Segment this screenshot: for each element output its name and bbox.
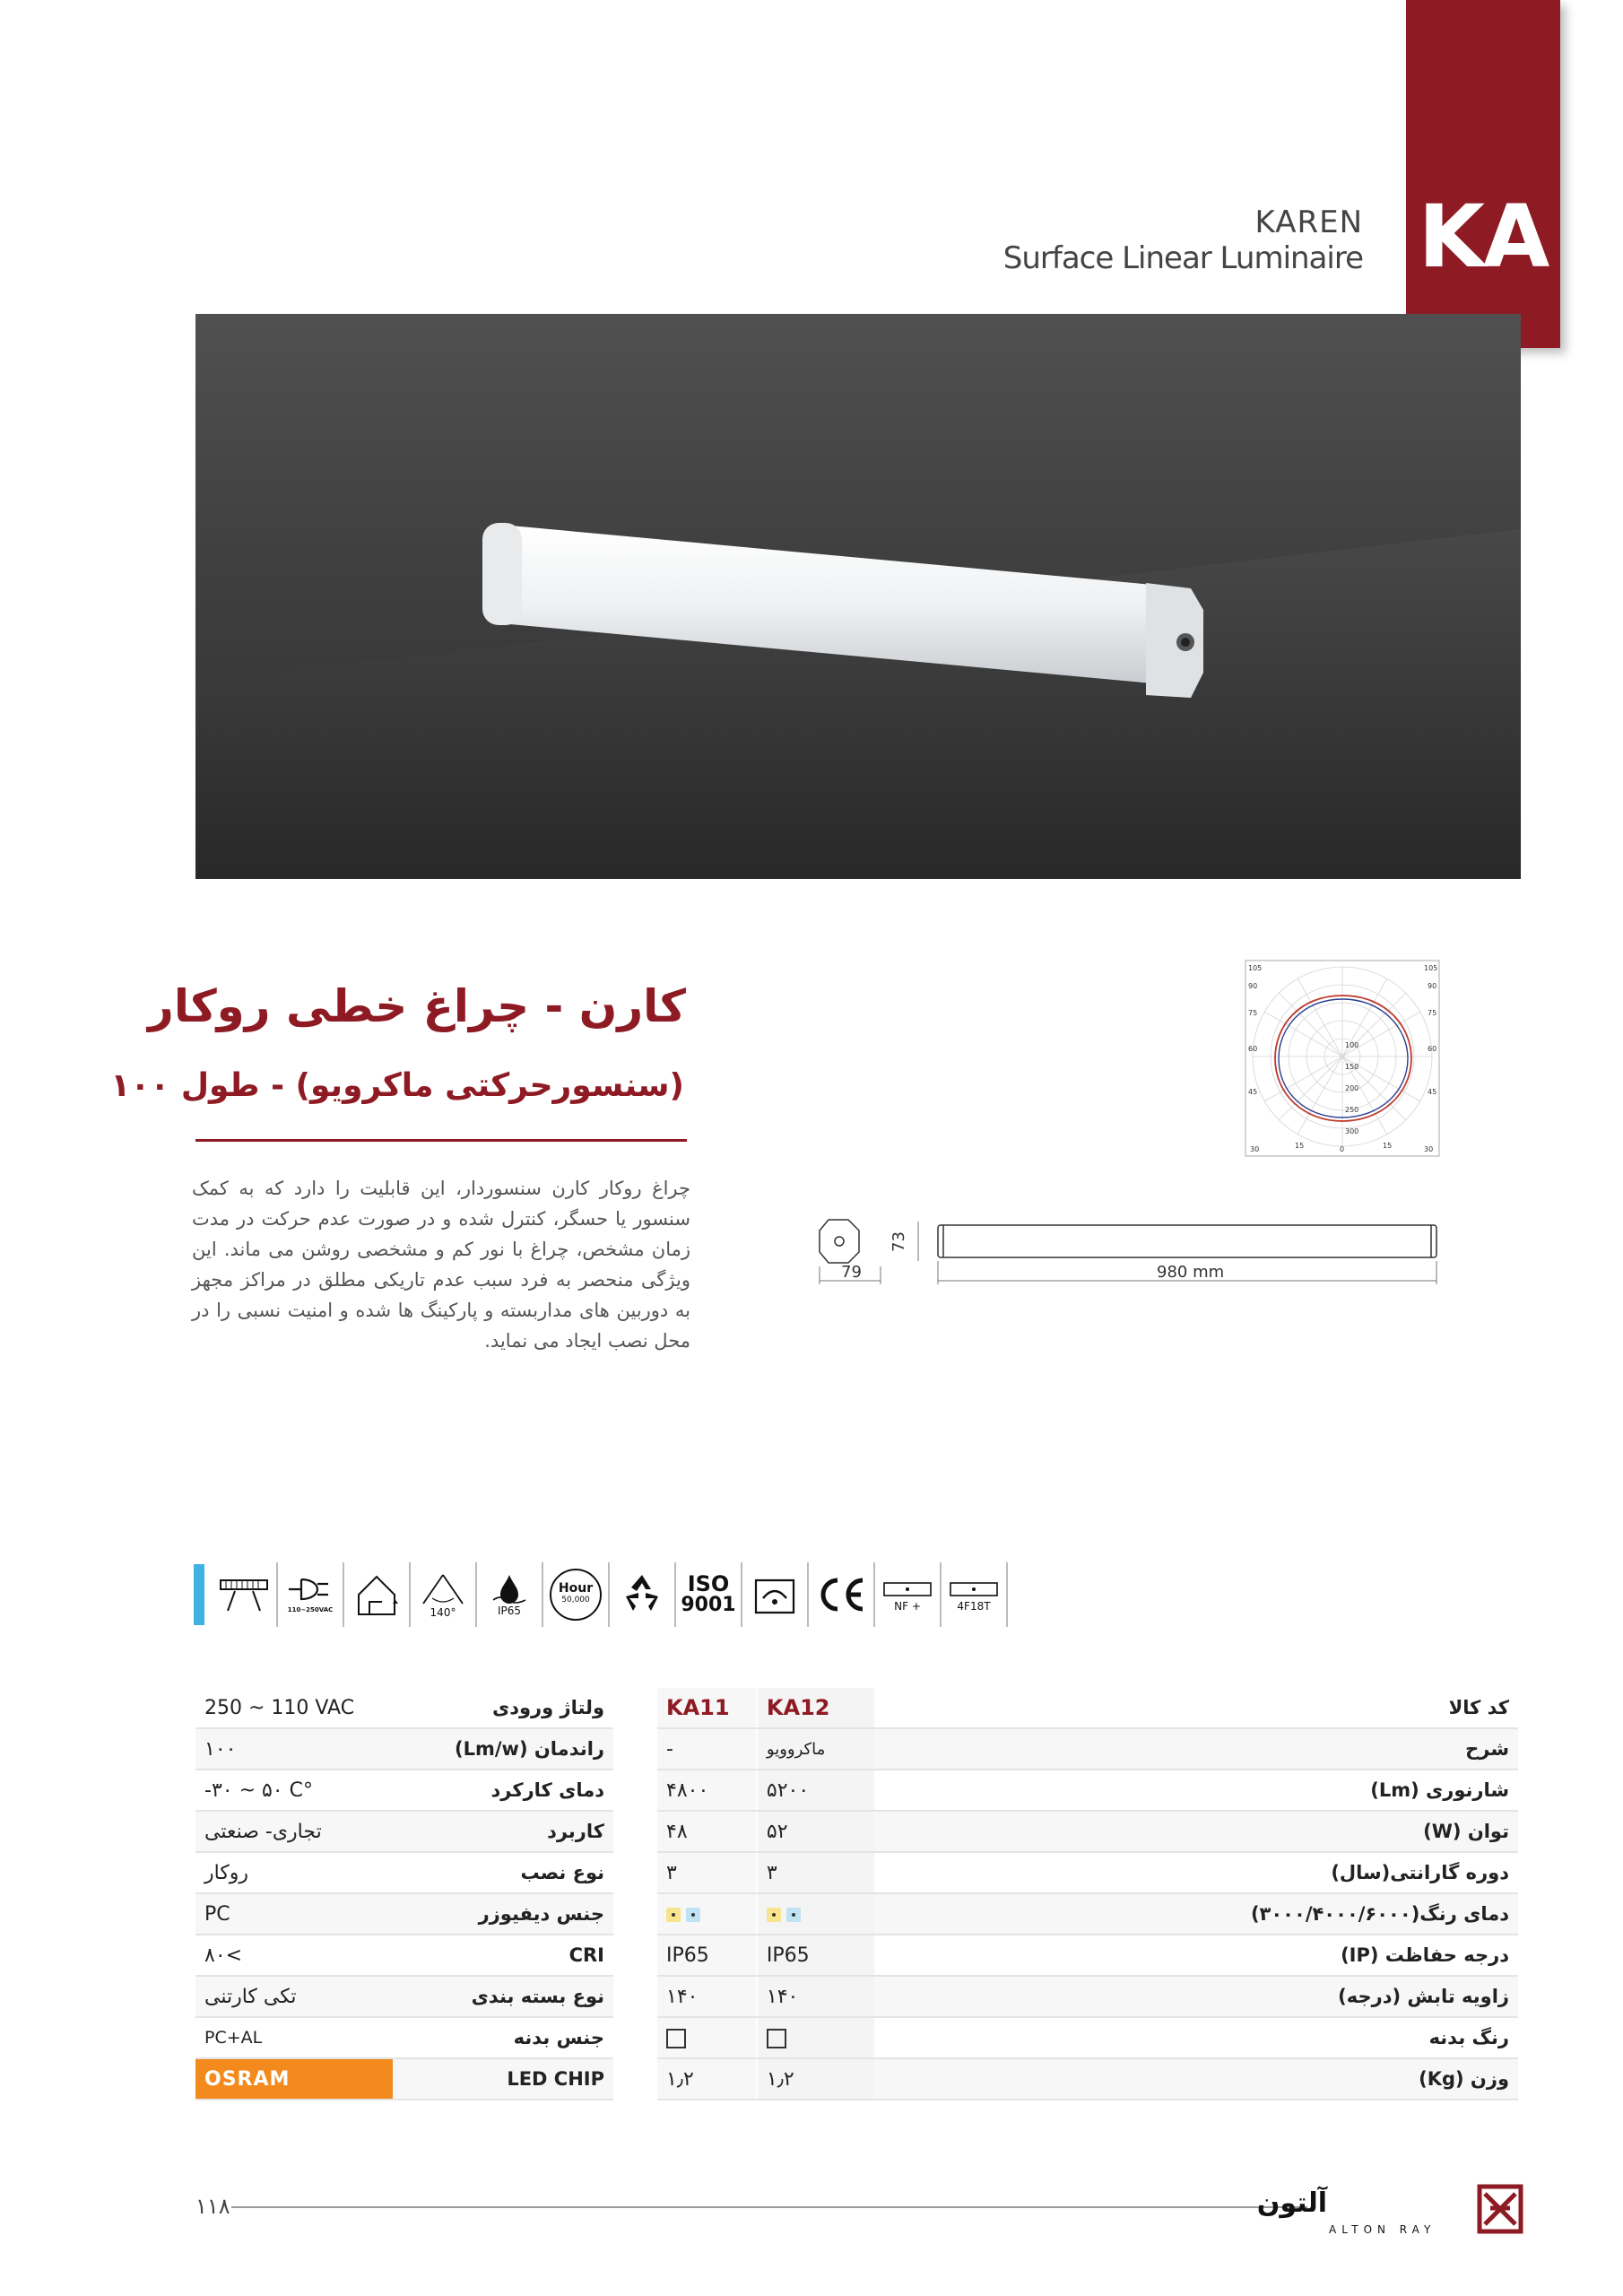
polar-angle-label: 90 bbox=[1248, 982, 1258, 990]
general-value: PC bbox=[195, 1893, 393, 1935]
model-spec-table bbox=[657, 1688, 1518, 2100]
general-value: PC+AL bbox=[195, 2017, 393, 2058]
table-row bbox=[657, 1770, 1518, 1811]
series-code: KA bbox=[1418, 187, 1549, 287]
ffl-label: 4F18T bbox=[957, 1599, 991, 1613]
table-row bbox=[195, 1728, 613, 1770]
general-value: روکار bbox=[195, 1852, 393, 1893]
polar-angle-label: 15 bbox=[1295, 1142, 1305, 1150]
spec-value: ۱٫۲ bbox=[757, 2058, 874, 2100]
title-divider bbox=[195, 1139, 687, 1142]
spec-value: ۳ bbox=[657, 1852, 757, 1893]
spec-label: دمای رنگ(۳۰۰۰/۴۰۰۰/۶۰۰۰) bbox=[874, 1893, 1518, 1935]
spec-label: توان (W) bbox=[874, 1811, 1518, 1852]
general-value: تکی کارتنی bbox=[195, 1976, 393, 2017]
product-subtitle: (سنسورحرکتی ماکرویو) - طول ۱۰۰ bbox=[110, 1067, 684, 1104]
general-label: جنس دیفیوزر bbox=[393, 1893, 613, 1935]
polar-angle-label: 75 bbox=[1428, 1009, 1437, 1017]
footer-rule bbox=[231, 2206, 1307, 2208]
general-label: راندمان (Lm/w) bbox=[393, 1728, 613, 1770]
product-photo bbox=[195, 314, 1521, 879]
white-body-swatch bbox=[666, 2029, 686, 2048]
spec-value: ۱٫۲ bbox=[657, 2058, 757, 2100]
cct-cool-swatch bbox=[686, 1908, 700, 1922]
white-body-swatch bbox=[767, 2029, 786, 2048]
model-ka11-header: KA11 bbox=[657, 1688, 757, 1728]
iso-label: ISO bbox=[687, 1571, 730, 1596]
general-value: 250 ~ 110 VAC bbox=[195, 1688, 393, 1728]
nf-label: NF + bbox=[894, 1599, 921, 1613]
general-value: ۱۰۰ bbox=[195, 1728, 393, 1770]
spec-label: رنگ بدنه bbox=[874, 2017, 1518, 2058]
spec-label: درجه حفاظت (IP) bbox=[874, 1935, 1518, 1976]
logo-persian-text: آلتون bbox=[1256, 2187, 1327, 2219]
dimension-height: 73 bbox=[890, 1231, 908, 1252]
table-row bbox=[657, 1811, 1518, 1852]
table-row bbox=[195, 2058, 613, 2100]
general-value: ۸۰< bbox=[195, 1935, 393, 1976]
polar-angle-label: 45 bbox=[1428, 1088, 1437, 1096]
polar-angle-label: 75 bbox=[1248, 1009, 1258, 1017]
ffl-rating-icon bbox=[942, 1562, 1008, 1627]
general-label: نوع بسته بندی bbox=[393, 1976, 613, 2017]
beam-angle-label: 140° bbox=[430, 1605, 456, 1619]
polar-radial-label: 250 bbox=[1345, 1106, 1359, 1114]
dimension-drawing bbox=[807, 1202, 1453, 1309]
general-label: CRI bbox=[393, 1935, 613, 1976]
polar-angle-label: 60 bbox=[1428, 1045, 1437, 1053]
logo-latin-text: ALTON RAY bbox=[1329, 2223, 1436, 2236]
general-spec-table bbox=[195, 1688, 613, 2100]
led-chip-brand: OSRAM bbox=[195, 2058, 393, 2100]
table-row bbox=[195, 1770, 613, 1811]
spec-value: IP65 bbox=[757, 1935, 874, 1976]
table-row bbox=[195, 1935, 613, 1976]
general-label: LED CHIP bbox=[393, 2058, 613, 2100]
series-tab bbox=[1406, 0, 1560, 348]
table-row bbox=[195, 1852, 613, 1893]
spec-label: زاویه تابش (درجه) bbox=[874, 1976, 1518, 2017]
table-row bbox=[195, 1893, 613, 1935]
plug-voltage-icon bbox=[278, 1562, 344, 1627]
polar-angle-label: 90 bbox=[1428, 982, 1437, 990]
hours-value: 50,000 bbox=[561, 1596, 590, 1605]
cct-warm-swatch bbox=[767, 1908, 781, 1922]
ce-mark-icon bbox=[809, 1562, 875, 1627]
ip-rating-label: IP65 bbox=[497, 1604, 522, 1617]
polar-angle-label: 30 bbox=[1424, 1145, 1434, 1153]
table-row bbox=[657, 2017, 1518, 2058]
spec-value: ۵۲۰۰ bbox=[757, 1770, 874, 1811]
product-family-subtitle: Surface Linear Luminaire bbox=[1002, 240, 1363, 276]
spec-label: شرح bbox=[874, 1728, 1518, 1770]
light-distribution-chart bbox=[1245, 960, 1440, 1157]
spec-value: ۱۴۰ bbox=[657, 1976, 757, 2017]
spec-value: ۳ bbox=[757, 1852, 874, 1893]
polar-angle-label: 30 bbox=[1250, 1145, 1260, 1153]
table-row bbox=[657, 1976, 1518, 2017]
polar-angle-label: 45 bbox=[1248, 1088, 1258, 1096]
table-row bbox=[657, 2058, 1518, 2100]
general-label: جنس بدنه bbox=[393, 2017, 613, 2058]
recycle-icon bbox=[610, 1562, 676, 1627]
polar-angle-label: 105 bbox=[1248, 964, 1263, 972]
spec-label: کد کالا bbox=[874, 1688, 1518, 1728]
table-row bbox=[657, 1893, 1518, 1935]
model-ka12-header: KA12 bbox=[757, 1688, 874, 1728]
cct-swatches bbox=[657, 1893, 757, 1935]
indoor-use-icon bbox=[344, 1562, 411, 1627]
product-description: چراغ روکار کارن سنسوردار، این قابلیت را دارد که به کمک سنسور یا حسگر، کنترل شده و در صورت عدم حرکت در مدت زمان مشخص، چراغ با نور کم و مشخصی روشن می ماند. این ویژگی منحصر به فرد سبب عدم تاریکی مطلق در مراکز مجهز به دوربین های مداربسته و پارکینگ ها شده و امنیت نسبی را در محل نصب ایجاد می نماید. bbox=[192, 1178, 690, 1352]
luminaire-illustration bbox=[195, 314, 1521, 879]
polar-angle-label: 15 bbox=[1383, 1142, 1393, 1150]
general-label: نوع نصب bbox=[393, 1852, 613, 1893]
certification-strip bbox=[212, 1562, 1008, 1627]
polar-radial-label: 300 bbox=[1345, 1127, 1359, 1135]
lifetime-hours-icon bbox=[543, 1562, 610, 1627]
general-value: تجاری- صنعتی bbox=[195, 1811, 393, 1852]
table-row bbox=[657, 1688, 1518, 1728]
voltage-range-label: 110~250VAC bbox=[287, 1605, 334, 1613]
table-row bbox=[657, 1852, 1518, 1893]
table-row bbox=[657, 1935, 1518, 1976]
alton-ray-logo bbox=[1256, 2181, 1524, 2237]
spec-label: شارنوری (Lm) bbox=[874, 1770, 1518, 1811]
body-color-swatch bbox=[757, 2017, 874, 2058]
spec-value: ماکروویو bbox=[757, 1728, 874, 1770]
spec-value: IP65 bbox=[657, 1935, 757, 1976]
hours-label: Hour bbox=[558, 1581, 594, 1596]
beam-angle-icon bbox=[411, 1562, 477, 1627]
spec-value: ۴۸۰۰ bbox=[657, 1770, 757, 1811]
table-row bbox=[195, 1688, 613, 1728]
polar-angle-label: 105 bbox=[1424, 964, 1438, 972]
table-row bbox=[195, 2017, 613, 2058]
cct-swatches bbox=[757, 1893, 874, 1935]
spec-value: - bbox=[657, 1728, 757, 1770]
polar-radial-label: 100 bbox=[1345, 1041, 1359, 1049]
body-color-swatch bbox=[657, 2017, 757, 2058]
polar-radial-label: 200 bbox=[1345, 1084, 1359, 1092]
general-label: کاربرد bbox=[393, 1811, 613, 1852]
iso-9001-badge bbox=[676, 1562, 742, 1627]
spec-value: ۱۴۰ bbox=[757, 1976, 874, 2017]
nf-plus-icon bbox=[875, 1562, 942, 1627]
national-standard-icon bbox=[742, 1562, 809, 1627]
polar-radial-label: 150 bbox=[1345, 1063, 1359, 1071]
general-label: دمای کارکرد bbox=[393, 1770, 613, 1811]
sensor-luminaire-icon bbox=[212, 1562, 278, 1627]
product-title: کارن - چراغ خطی روکار bbox=[148, 980, 686, 1032]
table-row bbox=[195, 1976, 613, 2017]
spec-value: ۵۲ bbox=[757, 1811, 874, 1852]
product-family-name: KAREN bbox=[1254, 204, 1363, 240]
table-row bbox=[195, 1811, 613, 1852]
cct-cool-swatch bbox=[786, 1908, 801, 1922]
spec-label: دوره گارانتی(سال) bbox=[874, 1852, 1518, 1893]
brand-logo-icon bbox=[1256, 2181, 1524, 2237]
spec-value: ۴۸ bbox=[657, 1811, 757, 1852]
dimension-width: 79 bbox=[841, 1263, 862, 1282]
page-number: ۱۱۸ bbox=[195, 2194, 230, 2219]
table-row bbox=[657, 1728, 1518, 1770]
ip-rating-icon bbox=[477, 1562, 543, 1627]
certification-accent-bar bbox=[194, 1564, 204, 1625]
cct-warm-swatch bbox=[666, 1908, 681, 1922]
general-label: ولتاژ ورودی bbox=[393, 1688, 613, 1728]
general-value: -۳۰ ~ ۵۰ C° bbox=[195, 1770, 393, 1811]
iso-number: 9001 bbox=[681, 1594, 736, 1616]
dimension-length: 980 mm bbox=[1157, 1263, 1225, 1282]
polar-angle-label: 60 bbox=[1248, 1045, 1258, 1053]
spec-label: وزن (Kg) bbox=[874, 2058, 1518, 2100]
polar-angle-label: 0 bbox=[1340, 1145, 1345, 1153]
